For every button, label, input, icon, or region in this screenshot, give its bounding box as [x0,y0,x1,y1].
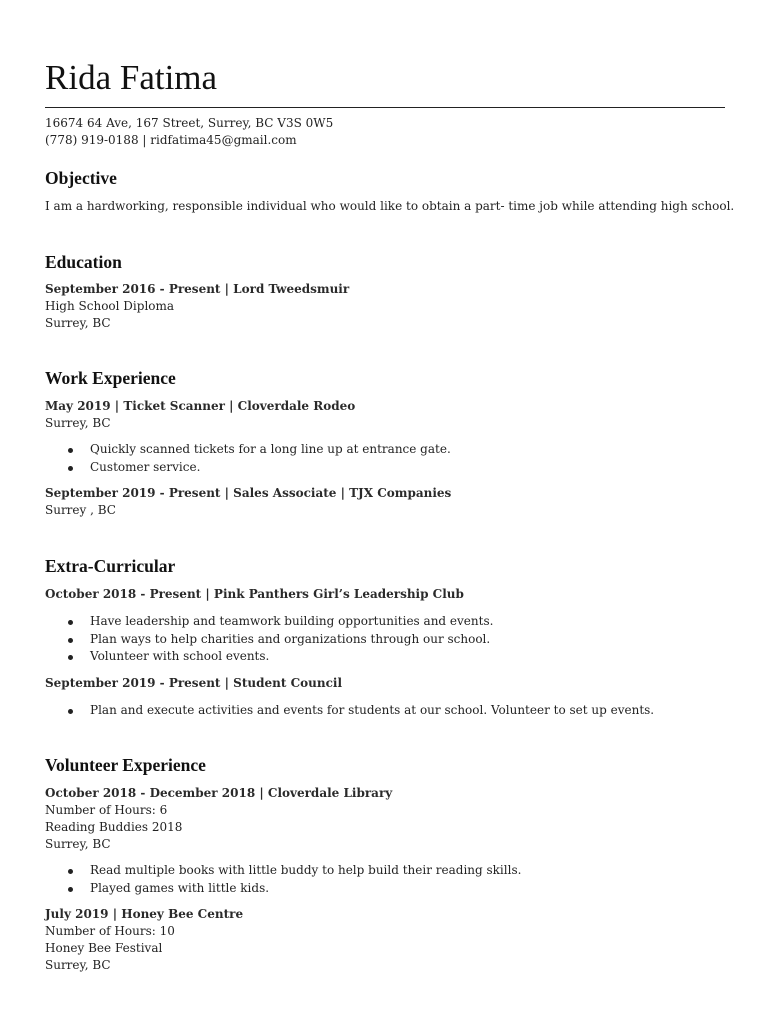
extra-entry [45,675,725,720]
bullet-item [45,702,725,720]
bullet-item [45,441,725,459]
volunteer-entry [45,906,725,974]
bullet-text: Customer service. [90,459,201,474]
extra-entry-title: September 2019 - Present | Student Council [45,675,343,690]
objective-section [45,168,735,215]
extra-entry-bullets [45,702,725,720]
volunteer-heading: Volunteer Experience [45,755,206,775]
bullet-item [45,631,725,649]
education-section [45,252,725,332]
bullet-item [45,613,725,631]
extra-entry-title: October 2018 - Present | Pink Panthers Girl’s Leadership Club [45,587,464,601]
volunteer-entry-line: Surrey, BC [45,837,111,851]
objective-text: I am a hardworking, responsible individual who would like to obtain a part- time job while attending high school. [45,199,735,213]
bullet-dot [68,466,73,471]
extra-entry-bullets [45,613,725,666]
volunteer-entry-bullets [45,862,725,897]
work-entry [45,485,725,519]
bullet-text: Plan ways to help charities and organizations through our school. [90,631,491,646]
bullet-text: Quickly scanned tickets for a long line up at entrance gate. [90,442,451,456]
education-line: Surrey, BC [45,316,111,330]
contact-phone-email: (778) 919-0188 | ridfatima45@gmail.com [45,133,297,147]
extra-curricular-section [45,556,725,719]
contact-info [45,115,333,149]
bullet-item [45,862,725,880]
objective-heading: Objective [45,168,117,188]
bullet-item [45,459,725,477]
volunteer-entry-line: Number of Hours: 6 [45,803,168,817]
education-heading: Education [45,252,122,272]
work-entry-location: Surrey, BC [45,416,111,430]
volunteer-entry-title: October 2018 - December 2018 | Cloverdale Library [45,786,393,800]
work-entry-title: September 2019 - Present | Sales Associate | TJX Companies [45,486,452,500]
bullet-dot [68,620,73,625]
work-entry-location: Surrey , BC [45,503,116,517]
work-section [45,368,725,519]
bullet-dot [68,869,73,874]
work-entry-bullets [45,441,725,476]
bullet-text: Have leadership and teamwork building opportunities and events. [90,614,494,628]
volunteer-entry-line: Honey Bee Festival [45,941,163,955]
bullet-item [45,880,725,898]
education-line: High School Diploma [45,299,175,313]
volunteer-section [45,755,725,974]
bullet-item [45,648,725,666]
work-entry [45,398,725,476]
education-title: September 2016 - Present | Lord Tweedsmuir [45,282,350,296]
bullet-dot [68,448,73,453]
bullet-text: Volunteer with school events. [90,649,270,663]
bullet-text: Played games with little kids. [90,880,270,895]
header-divider [45,107,725,108]
applicant-name: Rida Fatima [45,58,218,97]
bullet-text: Read multiple books with little buddy to help build their reading skills. [90,863,522,877]
bullet-dot [68,655,73,660]
extra-curricular-heading: Extra-Curricular [45,556,176,576]
bullet-dot [68,709,73,714]
volunteer-entry [45,785,725,897]
volunteer-entry-title: July 2019 | Honey Bee Centre [45,907,244,921]
bullet-dot [68,887,73,892]
contact-address: 16674 64 Ave, 167 Street, Surrey, BC V3S 0W5 [45,116,334,130]
volunteer-entry-line: Number of Hours: 10 [45,924,175,938]
bullet-text: Plan and execute activities and events for students at our school. Volunteer to set up events. [90,702,655,717]
bullet-dot [68,638,73,643]
volunteer-entry-line: Reading Buddies 2018 [45,820,183,834]
extra-entry [45,586,725,666]
volunteer-entry-line: Surrey, BC [45,958,111,972]
work-entry-title: May 2019 | Ticket Scanner | Cloverdale Rodeo [45,399,356,413]
work-heading: Work Experience [45,368,176,388]
